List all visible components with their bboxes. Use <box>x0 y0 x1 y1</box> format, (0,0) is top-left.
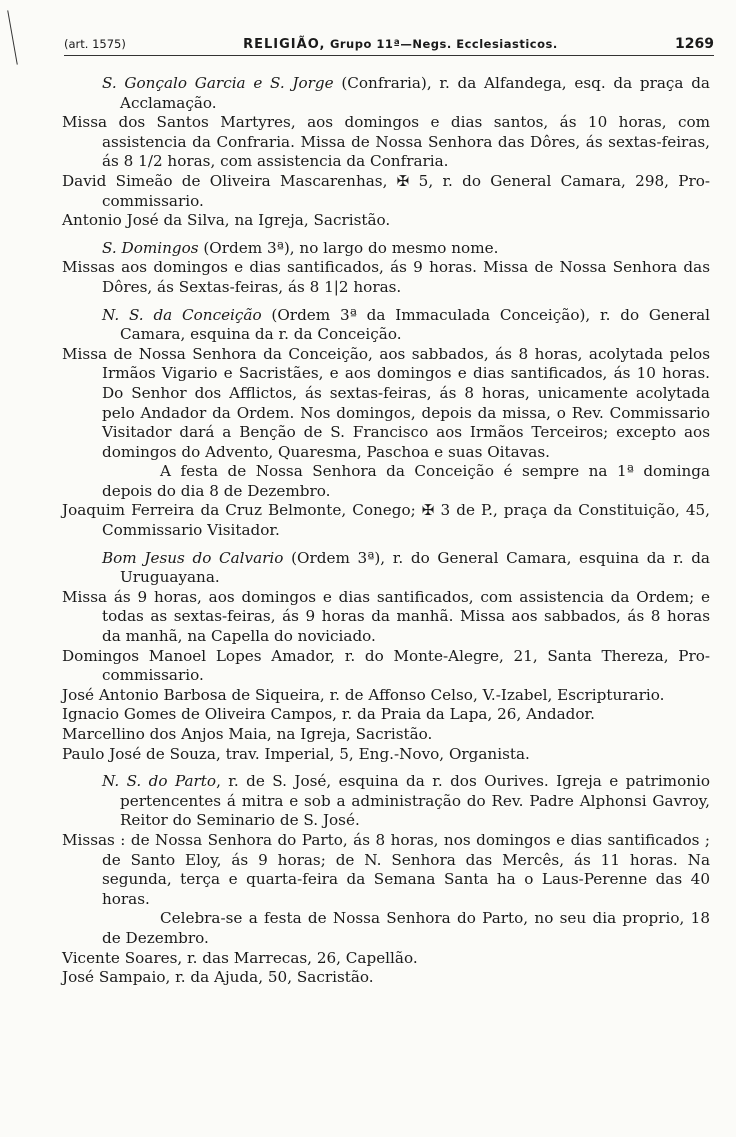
institution-heading <box>62 74 710 113</box>
entry-line: Missa ás 9 horas, aos domingos e dias santificados, com assistencia da Ordem; e todas as sextas-feiras, ás 9 horas da manhã. Missa aos sabbados, ás 8 horas da manhã, na Capella do noviciado. <box>62 587 710 646</box>
entry-line: Paulo José de Souza, trav. Imperial, 5, Eng.-Novo, Organista. <box>62 744 530 763</box>
entry-line: Missa de Nossa Senhora da Conceição, aos sabbados, ás 8 horas, acolytada pelos Irmãos Vigario e Sacristães, e aos domingos e dias santificados, ás 10 horas. Do Senhor dos Afflictos, ás sextas-feiras, ás 8 horas, unicamente acolytada pelo Andador da Ordem. Nos domingos, depois da missa, o Rev. Commissario Visitador dará a Benção de S. Francisco aos Irmãos Terceiros; excepto aos domingos do Advento, Quaresma, Paschoa e suas Oitavas. <box>62 344 710 461</box>
entry-line: Vicente Soares, r. das Marrecas, 26, Capellão. <box>62 948 418 967</box>
institution-name: S. Gonçalo Garcia e S. Jorge <box>102 74 334 92</box>
margin-mark <box>7 10 18 64</box>
institution-heading <box>62 772 710 831</box>
entry-line: Missas : de Nossa Senhora do Parto, ás 8 horas, nos domingos e dias santificados ; de Santo Eloy, ás 9 horas; de N. Senhora das Mercês, ás 11 horas. Na segunda, terça e quarta-feira da Semana Santa ha o Laus-Perenne das 40 horas. <box>62 830 710 908</box>
institution-address: (Confraria), r. da Alfandega, esq. da praça da Acclamação. <box>120 74 710 112</box>
institution-heading <box>62 306 710 345</box>
entry-line: Domingos Manoel Lopes Amador, r. do Monte-Alegre, 21, Santa Thereza, Pro-commissario. <box>62 646 710 685</box>
page-number: 1269 <box>675 36 714 52</box>
header-section <box>243 37 558 52</box>
header-section-bold: RELIGIÃO, <box>243 37 326 52</box>
institution-name: Bom Jesus do Calvario <box>102 548 284 567</box>
entry-line: José Antonio Barbosa de Siqueira, r. de Affonso Celso, V.-Izabel, Escripturario. <box>62 685 665 704</box>
institution-address: (Ordem 3ª), r. do General Camara, esquina da r. da Uruguayana. <box>120 548 710 587</box>
header-article: (art. 1575) <box>64 37 126 51</box>
entry-line: Missa dos Santos Martyres, aos domingos e dias santos, ás 10 horas, com assistencia da Confraria. Missa de Nossa Senhora das Dôres, ás sextas-feiras, ás 8 1/2 horas, com assistencia da Confraria. <box>62 113 710 171</box>
header-section-rest: Grupo 11ª—Negs. Ecclesiasticos. <box>329 37 558 51</box>
entry-line: José Sampaio, r. da Ajuda, 50, Sacristão. <box>62 968 374 987</box>
entry-line: Antonio José da Silva, na Igreja, Sacristão. <box>62 211 391 230</box>
entry-line: Marcellino dos Anjos Maia, na Igreja, Sacristão. <box>62 725 433 743</box>
entry-line: Joaquim Ferreira da Cruz Belmonte, Conego; ✠ 3 de P., praça da Constituição, 45, Commissario Visitador. <box>62 501 710 540</box>
entry-note: Celebra-se a festa de Nossa Senhora do Parto, no seu dia proprio, 18 de Dezembro. <box>102 909 710 947</box>
entry-line: David Simeão de Oliveira Mascarenhas, ✠ 5, r. do General Camara, 298, Pro-commissario. <box>62 171 710 210</box>
entry-line: Ignacio Gomes de Oliveira Campos, r. da Praia da Lapa, 26, Andador. <box>62 705 595 724</box>
entry-note: A festa de Nossa Senhora da Conceição é sempre na 1ª dominga depois do dia 8 de Dezembro. <box>102 462 710 500</box>
directory-body <box>62 74 710 988</box>
institution-heading <box>62 549 710 588</box>
running-header <box>64 36 714 56</box>
institution-address: (Ordem 3ª da Immaculada Conceição), r. do General Camara, esquina da r. da Conceição. <box>120 305 710 344</box>
entry-line: Missas aos domingos e dias santificados, ás 9 horas. Missa de Nossa Senhora das Dôres, ás Sextas-feiras, ás 8 1|2 horas. <box>62 258 710 296</box>
institution-address: (Ordem 3ª), no largo do mesmo nome. <box>198 238 499 257</box>
institution-name: S. Domingos <box>102 238 199 257</box>
institution-name: N. S. da Conceição <box>102 305 262 324</box>
institution-name: N. S. do Parto <box>102 772 217 791</box>
institution-address: , r. de S. José, esquina da r. dos Ourives. Igreja e patrimonio pertencentes á mitra e sob a administração do Rev. Padre Alphonsi Gavroy, Reitor do Seminario de S. José. <box>120 772 710 830</box>
institution-heading <box>62 239 710 259</box>
